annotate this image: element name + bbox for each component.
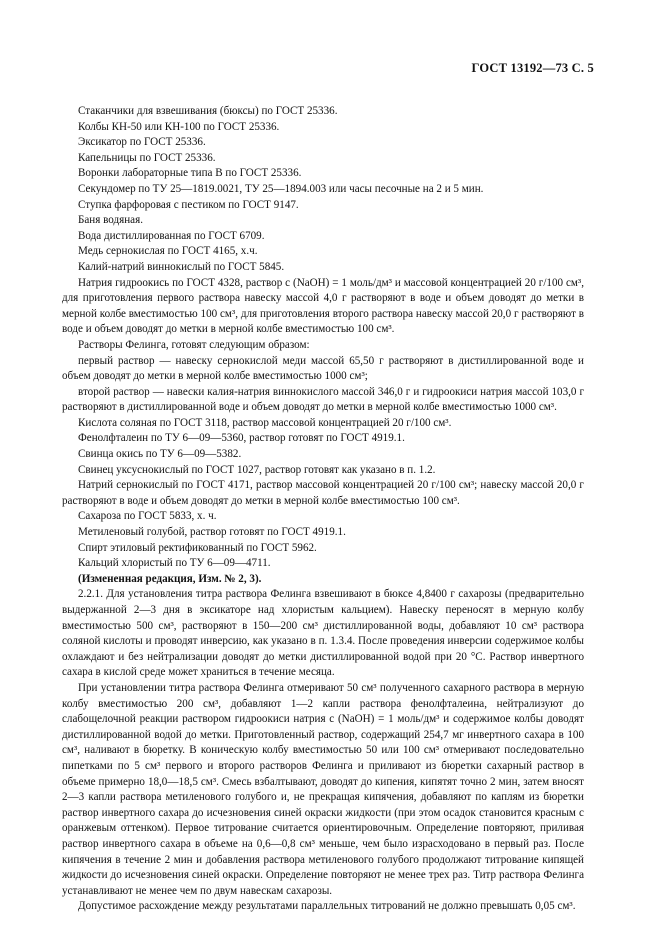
paragraph-titer-procedure: При установлении титра раствора Фелинга отмеривают 50 см³ полученного сахарного раствора в мерную колбу вместимостью 200 см³, добавляют 1—2 капли раствора фенолфталеина, нейтрализуют до слабощелочной реакции раствором гидроокиси натрия с (NaOH) = 1 моль/дм³ и содержимое колбы доводят дистиллированной водой до метки. Приготовленный раствор, содержащий 254,7 мг инвертного сахара в 100 см³, наливают в бюретку. В коническую колбу вместимостью 50 или 100 см³ отмеривают последовательно пипетками по 5 см³ первого и второго растворов Фелинга и приливают из бюретки сахарный раствор в объеме примерно 18,0—18,5 см³. Смесь взбалтывают, доводят до кипения, кипятят точно 2 мин, затем вносят 2—3 капли раствора метиленового голубого и, не прекращая кипячения, добавляют по каплям из бюретки раствор инвертного сахара до исчезновения синей окраски жидкости (при этом осадок становится красным с оранжевым оттенком). Первое титрование считается ориентировочным. Определение повторяют, приливая раствор инвертного сахара в объеме на 0,6—0,8 см³ меньше, чем было израсходовано в первый раз. После кипячения в течение 2 мин и добавления раствора метиленового голубого продолжают титрование кипящей жидкости до исчезновения синей окраски. Определение повторяют не менее трех раз. Титр раствора Фелинга устанавливают не менее чем по двум навескам сахарозы. <box>62 681 584 897</box>
list-item: Свинца окись по ТУ 6—09—5382. <box>78 448 242 461</box>
list-item: Свинец уксуснокислый по ГОСТ 1027, раствор готовят как указано в п. 1.2. <box>78 463 436 476</box>
list-item: Кислота соляная по ГОСТ 3118, раствор массовой концентрацией 20 г/100 см³. <box>78 416 452 429</box>
list-item: Воронки лабораторные типа В по ГОСТ 25336. <box>78 167 302 180</box>
page-header: ГОСТ 13192—73 С. 5 <box>471 61 594 75</box>
list-item: Натрия гидроокись по ГОСТ 4328, раствор с (NaOH) = 1 моль/дм³ и массовой концентрацией 20 г/100 см³, для приготовления первого раствора навеску массой 4,0 г растворяют в воде и объем доводят до метки в мерной колбе вместимостью 100 см³, для приготовления второго раствора навеску массой 20,0 г растворяют в воде и объем доводят до метки в мерной колбе вместимостью 100 см³. <box>62 276 584 336</box>
list-item: Баня водяная. <box>78 214 143 227</box>
list-item: Стаканчики для взвешивания (бюксы) по ГОСТ 25336. <box>78 105 338 117</box>
list-item: Эксикатор по ГОСТ 25336. <box>78 136 206 149</box>
list-item: Спирт этиловый ректификованный по ГОСТ 5962. <box>78 541 317 554</box>
amendment-note: (Измененная редакция, Изм. № 2, 3). <box>78 572 262 585</box>
list-item: Ступка фарфоровая с пестиком по ГОСТ 9147. <box>78 198 299 211</box>
document-body <box>62 104 584 915</box>
list-item: Вода дистиллированная по ГОСТ 6709. <box>78 229 265 242</box>
list-item: Сахароза по ГОСТ 5833, х. ч. <box>78 510 217 523</box>
list-item: первый раствор — навеску сернокислой меди массой 65,50 г растворяют в дистиллированной воде и объем доводят до метки в мерной колбе вместимостью 1000 см³; <box>62 354 584 383</box>
list-item: Медь сернокислая по ГОСТ 4165, х.ч. <box>78 245 258 258</box>
list-item: Кальций хлористый по ТУ 6—09—4711. <box>78 557 271 570</box>
list-item: Секундомер по ТУ 25—1819.0021, ТУ 25—1894.003 или часы песочные на 2 и 5 мин. <box>78 182 484 195</box>
paragraph-discrepancy: Допустимое расхождение между результатами параллельных титрований не должно превышать 0,05 см³. <box>78 900 576 913</box>
list-item: Капельницы по ГОСТ 25336. <box>78 151 216 164</box>
list-item: Метиленовый голубой, раствор готовят по ГОСТ 4919.1. <box>78 526 346 539</box>
list-item: Натрий сернокислый по ГОСТ 4171, раствор массовой концентрацией 20 г/100 см³; навеску массой 20,0 г растворяют в воде и объем доводят до метки в мерной колбе вместимостью 100 см³. <box>62 479 584 507</box>
list-item: Калий-натрий виннокислый по ГОСТ 5845. <box>78 260 285 273</box>
list-item: Колбы КН-50 или КН-100 по ГОСТ 25336. <box>78 120 280 133</box>
list-item: Растворы Фелинга, готовят следующим образом: <box>78 338 310 351</box>
paragraph-2-2-1: 2.2.1. Для установления титра раствора Фелинга взвешивают в бюксе 4,8400 г сахарозы (предварительно выдержанной 2—3 дня в эксикаторе над хлористым кальцием). Навеску переносят в мерную колбу вместимостью 500 см³, растворяют в 150—200 см³ дистиллированной воды, добавляют 10 см³ раствора соляной кислоты и проводят инверсию, как указано в п. 1.3.4. После проведения инверсии содержимое колбы охлаждают и без нейтрализации доводят до метки дистиллированной водой при 20 °С. Раствор инвертного сахара в кислой среде может храниться в течение месяца. <box>62 588 584 679</box>
list-item: Фенолфталеин по ТУ 6—09—5360, раствор готовят по ГОСТ 4919.1. <box>78 432 405 445</box>
list-item: второй раствор — навески калия-натрия виннокислого массой 346,0 г и гидроокиси натрия массой 103,0 г растворяют в дистиллированной воде и объем доводят до метки в мерной колбе вместимостью 1000 см³. <box>62 385 584 414</box>
